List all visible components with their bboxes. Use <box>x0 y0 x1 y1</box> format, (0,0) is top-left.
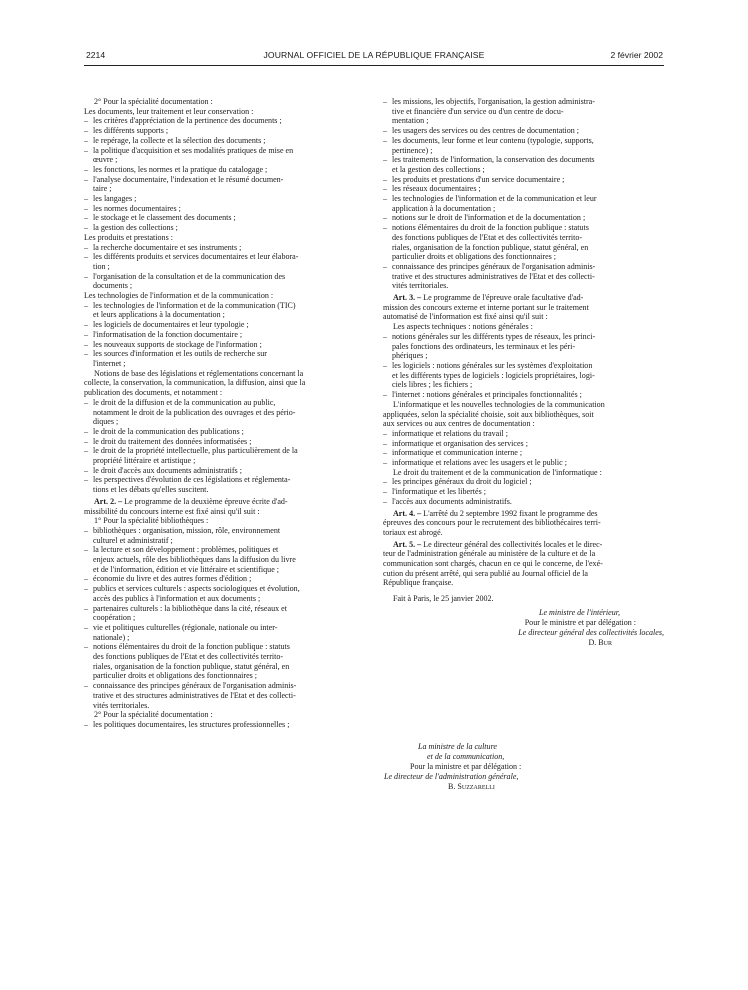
continuation-line: taire ; <box>93 184 112 194</box>
paragraph-line: Le droit du traitement et de la communication de l'informatique : <box>393 467 602 477</box>
bullet-line: – le droit de la diffusion et de la communication au public, <box>84 398 365 408</box>
text-line: Les produits et prestations : <box>84 232 173 242</box>
continuation-line: culturel et administratif ; <box>93 535 173 545</box>
signature-director-collectivities: Le directeur général des collectivités locales, <box>518 628 664 638</box>
text-line: aux services ou aux centres de documentation : <box>383 419 535 429</box>
continuation-line: diques ; <box>93 417 119 427</box>
continuation-line: des fonctions publiques de l'Etat et des collectivités territo- <box>392 232 583 242</box>
paragraph-line: Les aspects techniques : notions générales : <box>393 322 533 332</box>
article-text: Le programme de l'épreuve orale facultative d'ad- <box>421 293 584 303</box>
text-line: cution du présent arrêté, qui sera publié au Journal officiel de la <box>383 568 588 578</box>
text-line: automatisé de l'information est fixé ainsi qu'il suit : <box>383 312 548 322</box>
right-column <box>383 97 664 648</box>
signature-done: Fait à Paris, le 25 janvier 2002. <box>393 594 494 604</box>
bullet-line: – les différents produits et services documentaires et leur élabora- <box>84 252 365 262</box>
continuation-line: coopération ; <box>93 613 136 623</box>
text-line: collecte, la conservation, la communication, la diffusion, ainsi que la <box>84 378 306 388</box>
text-line: Les documents, leur traitement et leur conservation : <box>84 106 254 116</box>
bullet-line: – le repérage, la collecte et la sélection des documents ; <box>84 136 365 146</box>
text-line: mission des concours externe et interne portant sur le traitement <box>383 302 589 312</box>
text-line: République française. <box>383 578 454 588</box>
continuation-line: mentation ; <box>392 116 429 126</box>
bullet-line: – le droit de la communication des publications ; <box>84 427 365 437</box>
page-number: 2214 <box>86 50 106 60</box>
bullet-line: – les nouveaux supports de stockage de l'information ; <box>84 340 365 350</box>
article-label: Art. 4. – <box>393 508 422 518</box>
continuation-line: application à la documentation ; <box>392 203 496 213</box>
issue-date: 2 février 2002 <box>610 50 663 60</box>
header-rule <box>84 65 664 66</box>
signature-signer-2: B. Suzzarelli <box>448 782 495 791</box>
continuation-line: et leurs applications à la documentation ; <box>93 310 225 320</box>
continuation-line: trative et des structures administratives de l'Etat et des collecti- <box>392 271 595 281</box>
bullet-line: – les différents supports ; <box>84 126 365 136</box>
text-line: teur de l'administration générale au ministère de la culture et de la <box>383 549 596 559</box>
bullet-line: – la lecture et son développement : problèmes, politiques et <box>84 545 365 555</box>
article-label: Art. 5. – <box>393 539 422 549</box>
continuation-line: particulier droits et obligations des fonctionnaires ; <box>392 252 557 262</box>
signature-block <box>383 594 664 648</box>
signature-director-admin: Le directeur de l'administration générale, <box>384 772 519 781</box>
left-column <box>84 97 365 730</box>
text-line: communication sont chargés, chacun en ce qui le concerne, de l'exé- <box>383 559 603 569</box>
continuation-line: et de l'information, édition et vie littéraire et scientifique ; <box>93 564 280 574</box>
bullet-line: – les principes généraux du droit du logiciel ; <box>383 477 664 487</box>
bullet-line: – les politiques documentaires, les structures professionnelles ; <box>84 720 365 730</box>
bullet-line: – le stockage et le classement des documents ; <box>84 213 365 223</box>
continuation-line: riales, organisation de la fonction publique, statut général, en <box>93 661 290 671</box>
bullet-line: – les technologies de l'information et de la communication et leur <box>383 194 664 204</box>
continuation-line: vités territoriales. <box>392 281 449 291</box>
bullet-line: – économie du livre et des autres formes d'édition ; <box>84 574 365 584</box>
continuation-line: des fonctions publiques de l'Etat et des collectivités territo- <box>93 652 284 662</box>
continuation-line: riales, organisation de la fonction publique, statut général, en <box>392 242 589 252</box>
continuation-line: ciels libres ; les fichiers ; <box>392 380 473 390</box>
article-text: Le programme de la deuxième épreuve écrite d'ad- <box>122 496 288 506</box>
bullet-line: – la politique d'acquisition et ses modalités pratiques de mise en <box>84 146 365 156</box>
bullet-line: – les normes documentaires ; <box>84 204 365 214</box>
signature-minister-culture-1: La ministre de la culture <box>418 742 497 751</box>
continuation-line: propriété littéraire et artistique ; <box>93 456 196 466</box>
continuation-line: accès des publics à l'information et aux documents ; <box>93 593 261 603</box>
bullet-line: – informatique et relations du travail ; <box>383 429 664 439</box>
signature-minister-interior: Le ministre de l'intérieur, <box>539 608 620 618</box>
continuation-line: trative et des structures administratives de l'Etat et des collecti- <box>93 690 296 700</box>
continuation-line: notamment le droit de la publication des ouvrages et des pério- <box>93 407 296 417</box>
continuation-line: et la gestion des collections ; <box>392 164 485 174</box>
bullet-line: – l'internet : notions générales et principales fonctionnalités ; <box>383 390 664 400</box>
text-line: épreuves des concours pour le recrutement des bibliothécaires terri- <box>383 518 601 528</box>
signature-minister-culture-2: et de la communication, <box>427 752 505 761</box>
bullet-line: – l'organisation de la consultation et de la communication des <box>84 272 365 282</box>
bullet-line: – les usagers des services ou des centres de documentation ; <box>383 126 664 136</box>
bullet-line: – les sources d'information et les outils de recherche sur <box>84 349 365 359</box>
bullet-line: – les perspectives d'évolution de ces législations et réglementa- <box>84 475 365 485</box>
journal-title: JOURNAL OFFICIEL DE LA RÉPUBLIQUE FRANÇAISE <box>263 50 485 60</box>
paragraph-line: 1° Pour la spécialité bibliothèques : <box>94 516 209 526</box>
article-text: L'arrêté du 2 septembre 1992 fixant le programme des <box>421 508 598 518</box>
text-line: Les technologies de l'information et de la communication : <box>84 291 274 301</box>
bullet-line: – les réseaux documentaires ; <box>383 184 664 194</box>
continuation-line: pertinence) ; <box>392 145 433 155</box>
article-heading <box>383 540 664 550</box>
text-line: missibilité du concours interne est fixé ainsi qu'il suit : <box>84 506 260 516</box>
bullet-line: – connaissance des principes généraux de l'organisation adminis- <box>383 262 664 272</box>
article-label: Art. 2. – <box>94 496 123 506</box>
bullet-line: – partenaires culturels : la bibliothèque dans la cité, réseaux et <box>84 604 365 614</box>
bullet-line: – l'informatisation de la fonction documentaire ; <box>84 330 365 340</box>
bullet-line: – notions élémentaires du droit de la fonction publique : statuts <box>84 642 365 652</box>
text-line: publication des documents, et notamment : <box>84 388 223 398</box>
continuation-line: œuvre ; <box>93 155 118 165</box>
article-heading <box>84 497 365 507</box>
bullet-line: – les fonctions, les normes et la pratique du catalogage ; <box>84 165 365 175</box>
bullet-line: – l'accès aux documents administratifs. <box>383 497 664 507</box>
bullet-line: – connaissance des principes généraux de l'organisation adminis- <box>84 681 365 691</box>
bullet-line: – les technologies de l'information et de la communication (TIC) <box>84 301 365 311</box>
bullet-line: – publics et services culturels : aspects sociologiques et évolution, <box>84 584 365 594</box>
bullet-line: – le droit d'accès aux documents administratifs ; <box>84 466 365 476</box>
continuation-line: pales fonctions des ordinateurs, les terminaux et les péri- <box>392 341 576 351</box>
bullet-line: – la recherche documentaire et ses instruments ; <box>84 243 365 253</box>
text-line: appliquées, selon la spécialité choisie, soit aux bibliothèques, soit <box>383 409 594 419</box>
bullet-line: – informatique et organisation des services ; <box>383 439 664 449</box>
bullet-line: – notions élémentaires du droit de la fonction publique : statuts <box>383 223 664 233</box>
signature-signer-1: D. Bur <box>588 638 612 648</box>
bullet-line: – la gestion des collections ; <box>84 223 365 233</box>
continuation-line: tion ; <box>93 261 110 271</box>
paragraph-line: Notions de base des législations et réglementations concernant la <box>94 368 304 378</box>
right-column-body <box>383 97 664 588</box>
culture-signature-block <box>330 742 710 792</box>
continuation-line: documents ; <box>93 281 133 291</box>
continuation-line: phériques ; <box>392 351 428 361</box>
article-text: Le directeur général des collectivités locales et le direc- <box>421 539 603 549</box>
bullet-line: – l'analyse documentaire, l'indexation et le résumé documen- <box>84 175 365 185</box>
bullet-line: – les logiciels de documentaires et leur typologie ; <box>84 320 365 330</box>
continuation-line: et les différents types de logiciels : logiciels propriétaires, logi- <box>392 370 595 380</box>
bullet-line: – les produits et prestations d'un service documentaire ; <box>383 175 664 185</box>
continuation-line: l'internet ; <box>93 358 126 368</box>
paragraph-line: 2° Pour la spécialité documentation : <box>94 97 213 106</box>
bullet-line: – notions sur le droit de l'information et de la documentation ; <box>383 213 664 223</box>
bullet-line: – informatique et communication interne ; <box>383 448 664 458</box>
article-heading <box>383 293 664 303</box>
bullet-line: – les logiciels : notions générales sur les systèmes d'exploitation <box>383 361 664 371</box>
bullet-line: – vie et politiques culturelles (régionale, nationale ou inter- <box>84 623 365 633</box>
article-label: Art. 3. – <box>393 293 422 303</box>
bullet-line: – les documents, leur forme et leur contenu (typologie, supports, <box>383 136 664 146</box>
bullet-line: – bibliothèques : organisation, mission, rôle, environnement <box>84 526 365 536</box>
bullet-line: – informatique et relations avec les usagers et le public ; <box>383 458 664 468</box>
signature-delegation-1: Pour le ministre et par délégation : <box>524 618 636 628</box>
bullet-line: – les critères d'appréciation de la pertinence des documents ; <box>84 116 365 126</box>
bullet-line: – les traitements de l'information, la conservation des documents <box>383 155 664 165</box>
bullet-line: – l'informatique et les libertés ; <box>383 487 664 497</box>
bullet-line: – le droit de la propriété intellectuelle, plus particulièrement de la <box>84 446 365 456</box>
text-line: toriaux est abrogé. <box>383 527 443 537</box>
continuation-line: vités territoriales. <box>93 700 150 710</box>
paragraph-line: L'informatique et les nouvelles technologies de la communication <box>393 399 605 409</box>
bullet-line: – les langages ; <box>84 194 365 204</box>
bullet-line: – notions générales sur les différents types de réseaux, les princi- <box>383 332 664 342</box>
continuation-line: tions et les débats qu'elles suscitent. <box>93 485 209 495</box>
continuation-line: enjeux actuels, rôle des bibliothèques dans la diffusion du livre <box>93 555 296 565</box>
continuation-line: nationale) ; <box>93 632 130 642</box>
paragraph-line: 2° Pour la spécialité documentation : <box>94 710 213 720</box>
continuation-line: particulier droits et obligations des fonctionnaires ; <box>93 671 258 681</box>
article-heading <box>383 509 664 519</box>
bullet-line: – les missions, les objectifs, l'organisation, la gestion administra- <box>383 97 664 107</box>
bullet-line: – le droit du traitement des données informatisées ; <box>84 437 365 447</box>
signature-delegation-2: Pour la ministre et par délégation : <box>410 762 522 771</box>
continuation-line: tive et financière d'un service ou d'un centre de docu- <box>392 106 564 116</box>
